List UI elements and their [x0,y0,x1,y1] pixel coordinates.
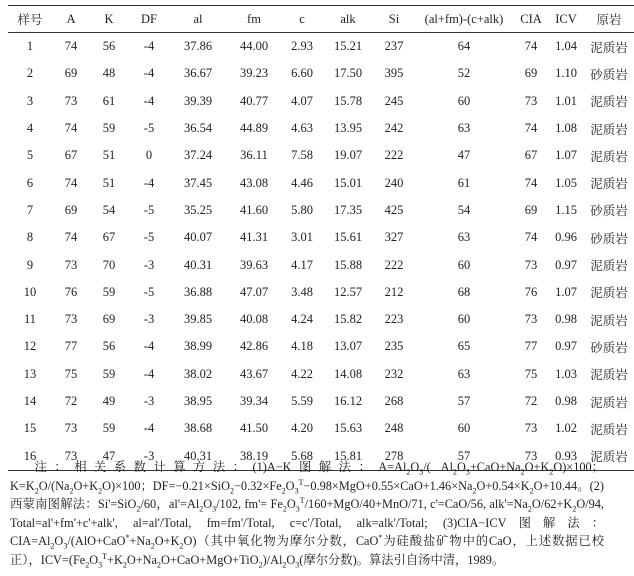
table-cell: 38.68 [183,421,213,436]
table-cell: 13.07 [333,339,363,354]
table-cell: 43.67 [239,366,269,381]
table-cell: 4.22 [291,366,313,381]
table-cell: -5 [143,121,155,136]
table-cell: -4 [143,421,155,436]
table-cell: 74 [524,175,538,190]
table-cell: 73 [524,93,538,108]
table-cell: 8 [26,230,34,245]
table-cell: 4.63 [291,121,313,136]
note-text: 注：相关系数计算方法：(1)A−K图解法：A=Al [34,460,407,474]
table-cell: 15.01 [333,175,363,190]
table-cell: 242 [384,121,404,136]
table-cell: 14.08 [333,366,363,381]
table-row [8,60,634,87]
table-cell: 36.88 [183,284,213,299]
table-row [8,197,634,224]
table-cell: 60 [457,312,471,327]
column-header: al [170,6,226,33]
table-cell: 60 [457,93,471,108]
table-cell: 1.07 [555,148,577,163]
table-cell: 39.34 [239,394,269,408]
table-cell: 63 [457,121,471,136]
table-row [8,142,634,169]
table-cell: 76 [64,284,78,299]
table-cell: 0.98 [555,394,577,408]
table-cell: 40.77 [239,93,269,108]
table-cell: 63 [457,366,471,381]
table-cell: 57 [457,394,471,408]
table-cell: 74 [64,39,78,54]
table-cell: 59 [102,121,116,136]
table-cell: 73 [64,257,78,272]
table-cell: 425 [384,202,404,217]
table-cell: 47 [457,148,471,163]
table-cell: 77 [64,339,78,354]
table-cell: 泥质岩 [590,395,628,410]
table-cell: 73 [524,257,538,272]
table-cell: 5.59 [291,394,313,408]
table-cell: -4 [143,339,155,354]
column-header: K [90,6,128,33]
table-cell: 36.11 [240,148,268,163]
table-cell: 36.67 [183,66,213,81]
table-cell: 60 [457,421,471,436]
table-row [8,33,634,61]
table-cell: 44.89 [239,121,269,136]
table-cell: 74 [524,121,538,136]
table-cell: 40.07 [183,230,213,245]
table-cell: 61 [457,175,471,190]
column-header: (al+fm)-(c+alk) [414,6,514,33]
table-cell: 223 [384,312,404,327]
table-row [8,388,634,415]
table-cell: 砂质岩 [590,204,628,219]
table-row [8,251,634,278]
table-cell: 5.80 [291,202,313,217]
table-cell: 4.18 [291,339,313,354]
table-cell: 15.82 [333,312,363,327]
table-cell: 0.96 [555,230,577,245]
table-cell: 56 [102,39,116,54]
table-cell: 75 [524,366,538,381]
table-cell: 39.63 [239,257,269,272]
table-cell: 77 [524,339,538,354]
table-cell: -3 [128,442,170,470]
table-cell: 73 [524,421,538,436]
table-cell: 36.54 [183,121,213,136]
table-header [8,6,634,33]
table-cell: 6 [26,175,34,190]
table-cell: 11 [23,312,37,327]
table-cell: 42.86 [239,339,269,354]
column-header: ICV [548,6,584,33]
table-row [8,115,634,142]
table-cell: 43.08 [239,175,269,190]
table-cell: 395 [384,66,404,81]
table-cell: 37.86 [183,39,213,54]
table-cell: 泥质岩 [584,442,634,470]
table-cell: 248 [384,421,404,436]
table-cell: 73 [52,442,90,470]
table-cell: 13 [23,366,37,381]
table-cell: 69 [524,202,538,217]
table-cell: 1.15 [555,202,577,217]
table-cell: 268 [384,394,404,408]
table-cell: 67 [102,230,116,245]
table-cell: 73 [64,93,78,108]
table-cell: 39.23 [239,66,269,81]
column-header: 样号 [8,6,52,33]
column-header: 原岩 [584,6,634,33]
table-cell: 41.31 [239,230,269,245]
table-cell: 17.50 [333,66,363,81]
table-cell: -5 [143,202,155,217]
table-cell: 52 [457,66,471,81]
table-cell: 1.02 [555,421,577,436]
table-cell: 41.50 [239,421,269,436]
table-cell: 15.21 [333,39,363,54]
table-cell: 5 [26,148,34,163]
table-cell: 38.99 [183,339,213,354]
table-cell: 73 [64,312,78,327]
table-cell: 泥质岩 [590,177,628,192]
table-cell: 0.93 [548,442,584,470]
table-cell: 15.81 [322,442,374,470]
table-cell: 47.07 [239,284,269,299]
table-cell: 49 [102,394,116,408]
table-cell: 72 [64,394,78,408]
table-cell: 14 [23,394,37,408]
table-cell: 泥质岩 [590,149,628,164]
table-cell: -4 [143,366,155,381]
table-cell: 3.48 [291,284,313,299]
table-cell: 1.01 [555,93,577,108]
table-cell: 9 [26,257,34,272]
table-row [8,333,634,360]
table-cell: 40.08 [239,312,269,327]
table-cell: 59 [102,366,116,381]
table-cell: 56 [102,339,116,354]
table-footnote: 注：相关系数计算方法：(1)A−K图解法：$A=Al_2O_3/$( $Al_2O_3+CaO+Na_2O+K_2O)\times 100$；$K=K_2O/(Na_2O+K_2O)\times 100$；$DF=-0.21\times SiO_2-0.32\times Fe_2O_3^T-0.98\times MgO+0.55\times CaO+1.46\times Na_2O+0.54\times K_2O+10.44$。(2)西蒙南图解法：Si'=SiO$_2$/60，$al'=Al_2O_3/102$, $fm'= Fe_2O_3^T/160+MgO/40+MnO/71$, c'=CaO/56, $alk'=Na_2O/62+K_2O/94$, Total=al'+fm'+c'+alk', al=al'/Total, fm=fm'/Total, c=c'/Total, alk=alk'/Total; (3)CIA−ICV图解法：$CIA=Al_2O_3/(AlO+CaO^*+Na_2O+K_2O)$（其中氧化物为摩尔分数，CaO*为硅酸盐矿物中的CaO，上述数据已校正），$ICV=(Fe_2O_3^T+K_2O+Na_2O+CaO+MgO+TiO_2)/Al_2O_3$(摩尔分数)。算法引自汤中清，1989。 [10,460,604,569]
table-cell: -4 [143,39,155,54]
table-cell: 60 [457,257,471,272]
column-header: CIA [514,6,548,33]
table-cell: 68 [457,284,471,299]
table-cell: 74 [64,121,78,136]
table-row [8,361,634,388]
table-cell: 2 [26,66,34,81]
table-cell: 73 [64,421,78,436]
table-cell: 54 [457,202,471,217]
table-cell: 4.46 [291,175,313,190]
table-cell: 39.85 [183,312,213,327]
table-cell: 44.00 [239,39,269,54]
table-cell: 砂质岩 [590,231,628,246]
table-cell: 235 [384,339,404,354]
table-cell: -3 [143,257,155,272]
table-cell: 245 [384,93,404,108]
table-cell: 泥质岩 [590,40,628,55]
table-row [8,415,634,442]
table-cell: 54 [102,202,116,217]
table-row [8,306,634,333]
table-cell: 0.98 [555,312,577,327]
table-cell: 砂质岩 [590,340,628,355]
table-cell: 61 [102,93,116,108]
table-cell: 17.35 [333,202,363,217]
table-cell: 65 [457,339,471,354]
table-cell: 73 [524,312,538,327]
table-cell: 75 [64,366,78,381]
table-cell: 泥质岩 [590,286,628,301]
table-cell: 59 [102,421,116,436]
table-cell: 40.31 [183,257,213,272]
table-cell: 泥质岩 [590,95,628,110]
table-cell: 0 [145,148,153,163]
table-cell: 5.68 [282,442,322,470]
table-cell: 1.05 [555,175,577,190]
table-cell: 1.10 [555,66,577,81]
table-cell: 51 [102,148,116,163]
table-cell: 4.17 [291,257,313,272]
table-cell: 15.78 [333,93,363,108]
table-cell: 10 [23,284,37,299]
table-cell: 74 [64,230,78,245]
table-cell: 7.58 [291,148,313,163]
table-cell: 37.24 [183,148,213,163]
table-cell: 6.60 [291,66,313,81]
table-cell: 212 [384,284,404,299]
table-cell: 4 [26,121,34,136]
table-cell: 76 [524,284,538,299]
table-cell: 38.02 [183,366,213,381]
table-cell: 67 [524,148,538,163]
table-cell: 4.20 [291,421,313,436]
table-row [8,224,634,251]
column-header: c [282,6,322,33]
table-cell: 16 [8,442,52,470]
table-cell: 38.19 [226,442,282,470]
table-cell: 1.04 [555,39,577,54]
table-cell: 1 [26,39,34,54]
table-cell: 57 [414,442,514,470]
table-cell: 2.93 [291,39,313,54]
table-cell: 38.95 [183,394,213,408]
table-cell: 70 [102,257,116,272]
table-row [8,279,634,306]
table-cell: 72 [524,394,538,408]
table-cell: 15.88 [333,257,363,272]
table-cell: 40.31 [170,442,226,470]
table-cell: -5 [143,284,155,299]
header-row [8,6,634,33]
column-header: Si [374,6,414,33]
table-cell: 222 [384,148,404,163]
table-cell: -3 [143,312,155,327]
table-cell: 1.07 [555,284,577,299]
table-cell: 63 [457,230,471,245]
table-row [8,88,634,115]
table-cell: -4 [143,175,155,190]
table-cell: 0.97 [555,339,577,354]
table-cell: 48 [102,66,116,81]
table-cell: 3 [26,93,34,108]
table-cell: -4 [143,93,155,108]
table-cell: 222 [384,257,404,272]
table-cell: -4 [143,66,155,81]
table-cell: 39.39 [183,93,213,108]
table-cell: 砂质岩 [590,67,628,82]
column-header: fm [226,6,282,33]
table-cell: -5 [143,230,155,245]
table-cell: 泥质岩 [590,122,628,137]
table-cell: 16.12 [333,394,363,408]
table-cell: 15.63 [333,421,363,436]
table-cell: 74 [524,230,538,245]
table-cell: 泥质岩 [590,313,628,328]
table-cell: 12.57 [333,284,363,299]
table-cell: 1.08 [555,121,577,136]
table-cell: 7 [26,202,34,217]
table-cell: 41.60 [239,202,269,217]
column-header: DF [128,6,170,33]
table-cell: 74 [524,39,538,54]
table-cell: 69 [64,202,78,217]
table-cell: 13.95 [333,121,363,136]
table-cell: 59 [102,284,116,299]
table-row [8,169,634,196]
table-cell: 73 [514,442,548,470]
table-cell: 232 [384,366,404,381]
geochemistry-table [8,5,634,471]
table-cell: 15.61 [333,230,363,245]
table-cell: 237 [384,39,404,54]
table-cell: 泥质岩 [590,259,628,274]
table-cell: 35.25 [183,202,213,217]
table-cell: 1.03 [555,366,577,381]
table-cell: 69 [102,312,116,327]
table-cell: 4.07 [291,93,313,108]
column-header: A [52,6,90,33]
table-cell: 67 [64,148,78,163]
table-cell: 37.45 [183,175,213,190]
table-cell: 3.01 [291,230,313,245]
table-cell: 15 [23,421,37,436]
table-cell: 51 [102,175,116,190]
table-cell: 0.97 [555,257,577,272]
table-cell: 47 [90,442,128,470]
column-header: alk [322,6,374,33]
table-cell: 64 [457,39,471,54]
table-cell: 12 [23,339,37,354]
table-cell: -3 [143,394,155,408]
table-cell: 泥质岩 [590,368,628,383]
table-cell: 278 [374,442,414,470]
table-cell: 327 [384,230,404,245]
table-body [8,33,634,471]
table-cell: 74 [64,175,78,190]
table-cell: 69 [64,66,78,81]
table-cell: 4.24 [291,312,313,327]
table-cell: 19.07 [333,148,363,163]
table-cell: 240 [384,175,404,190]
table-cell: 69 [524,66,538,81]
table-cell: 泥质岩 [590,422,628,437]
